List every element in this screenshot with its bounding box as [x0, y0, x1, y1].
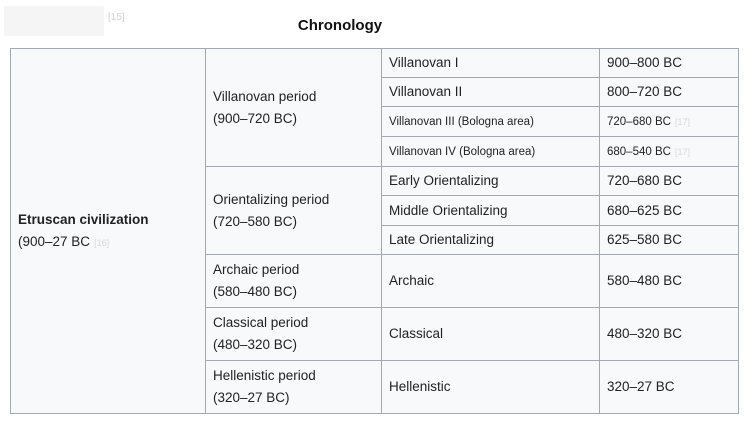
period-dates: (480–320 BC) — [213, 337, 298, 352]
period-name: Classical period — [213, 315, 309, 330]
blurred-citation: [15] — [108, 12, 125, 23]
period-cell — [206, 308, 382, 361]
subperiod-dates: 720–680 BC — [600, 167, 739, 196]
table-caption — [0, 17, 680, 34]
subperiod-name: Middle Orientalizing — [382, 196, 600, 226]
subperiod-dates: 320–27 BC — [600, 361, 739, 414]
citation-link[interactable]: [17] — [674, 146, 690, 157]
period-name: Orientalizing period — [213, 191, 330, 207]
citation-link[interactable]: [17] — [674, 116, 690, 127]
citation-link[interactable]: [16] — [94, 237, 110, 248]
period-cell — [206, 167, 382, 255]
subperiod-dates: 680–625 BC — [600, 196, 739, 226]
subperiod-dates: 580–480 BC — [600, 255, 739, 308]
period-dates: (900–720 BC) — [213, 110, 298, 126]
civilization-cell — [11, 49, 206, 414]
subperiod-dates: 625–580 BC — [600, 226, 739, 255]
period-dates: (320–27 BC) — [213, 390, 290, 405]
subperiod-name: Early Orientalizing — [382, 167, 600, 196]
subperiod-name: Archaic — [382, 255, 600, 308]
subperiod-dates: 680–540 BC — [607, 145, 671, 158]
subperiod-name: Villanovan II — [382, 78, 600, 107]
period-dates: (720–580 BC) — [213, 213, 298, 229]
table-row — [11, 49, 739, 78]
chronology-table — [10, 48, 739, 414]
subperiod-dates: 800–720 BC — [600, 78, 739, 107]
period-cell — [206, 49, 382, 167]
period-name: Villanovan period — [213, 88, 317, 104]
subperiod-dates: 900–800 BC — [600, 49, 739, 78]
subperiod-dates: 480–320 BC — [600, 308, 739, 361]
civilization-dates: (900–27 BC [16] — [18, 233, 110, 249]
subperiod-name: Late Orientalizing — [382, 226, 600, 255]
period-name: Archaic period — [213, 262, 300, 277]
subperiod-name: Villanovan III (Bologna area) — [382, 107, 600, 137]
table-caption-text: Chronology — [297, 17, 383, 34]
period-name: Hellenistic period — [213, 368, 316, 383]
subperiod-dates-cell — [600, 107, 739, 137]
civilization-name: Etruscan civilization — [18, 211, 149, 227]
subperiod-name: Villanovan I — [382, 49, 600, 78]
subperiod-dates-cell — [600, 137, 739, 167]
period-cell — [206, 255, 382, 308]
subperiod-name: Villanovan IV (Bologna area) — [382, 137, 600, 167]
subperiod-dates: 720–680 BC — [607, 115, 671, 128]
subperiod-name: Hellenistic — [382, 361, 600, 414]
subperiod-name: Classical — [382, 308, 600, 361]
period-cell — [206, 361, 382, 414]
period-dates: (580–480 BC) — [213, 284, 298, 299]
